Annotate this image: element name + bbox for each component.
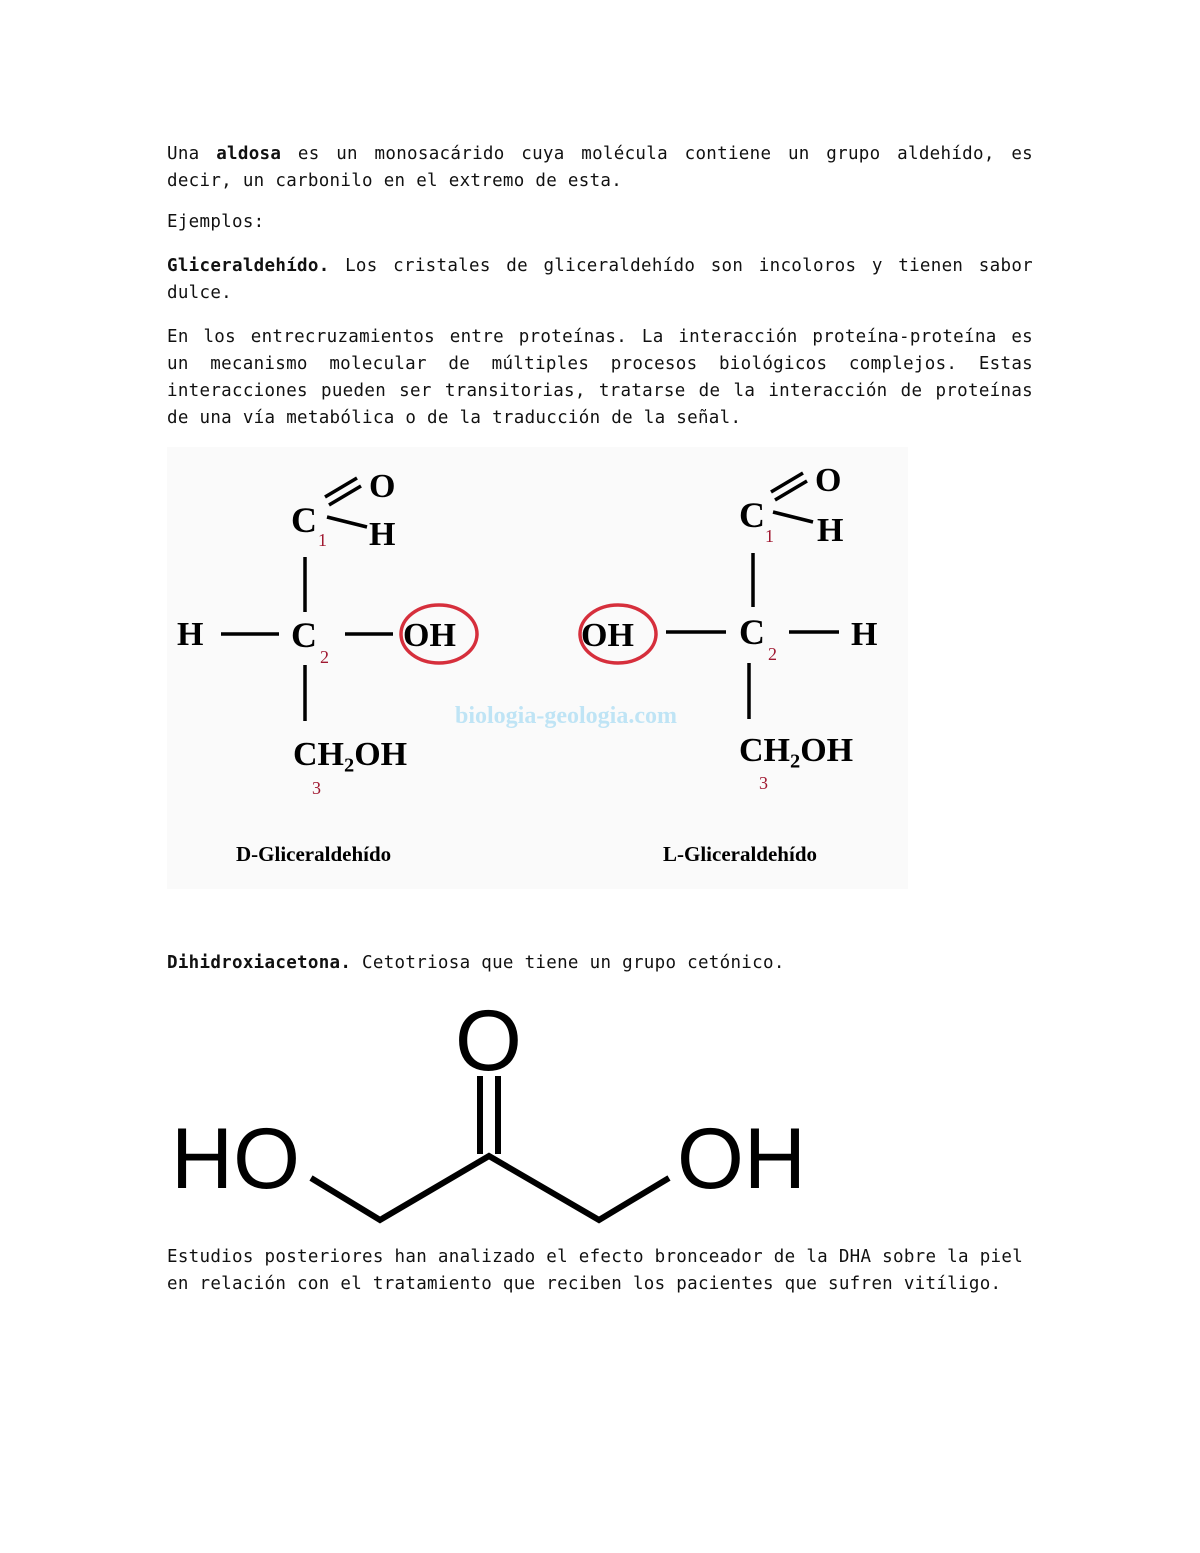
glyceraldehyde-figure [167, 447, 908, 889]
carbon-number-1: 1 [318, 530, 327, 550]
carbon-1-label: C [739, 495, 765, 535]
term-dihidroxiacetona: Dihidroxiacetona. [167, 953, 352, 973]
hydroxyl-right-label: OH [677, 1111, 806, 1207]
paragraph-gliceraldehido [167, 253, 1033, 307]
figure-background [167, 447, 908, 889]
hydroxyl-label: OH [581, 617, 634, 654]
carbon-2-label: C [291, 615, 317, 655]
paragraph-aldosa [167, 141, 1033, 195]
oxygen-label: O [815, 462, 842, 499]
carbon-number-2: 2 [320, 647, 329, 667]
carbonyl-oxygen-label: O [455, 993, 522, 1089]
dihydroxyacetone-figure [167, 990, 827, 1230]
carbon-number-2: 2 [768, 644, 777, 664]
hydrogen-label: H [817, 512, 844, 549]
ch2oh-label: CH₂OH [739, 732, 854, 769]
paragraph-ejemplos: Ejemplos: [167, 212, 265, 232]
hydroxyl-label: OH [403, 617, 456, 654]
term-aldosa: aldosa [216, 144, 282, 164]
hydrogen-label: H [369, 516, 396, 553]
carbon-number-3: 3 [312, 778, 321, 798]
carbon-backbone [311, 1156, 669, 1220]
paragraph-proteinas: En los entrecruzamientos entre proteínas. La interacción proteína-proteína es un mecanismo molecular de múltiples procesos biológicos complejos. Estas interacciones pueden ser transitorias, tratarse de la interacción de proteínas de una vía metabólica o de la traducción de la señal. [167, 327, 1033, 428]
hydrogen-left-label: H [177, 616, 204, 653]
paragraph-dihidroxiacetona [167, 950, 1033, 977]
l-glyceraldehyde-caption: L-Gliceraldehído [663, 842, 817, 866]
carbon-number-3: 3 [759, 773, 768, 793]
term-gliceraldehido: Gliceraldehído. [167, 256, 330, 276]
text-segment: Los cristales de gliceraldehído son incoloros y tienen sabor dulce. [167, 256, 1033, 303]
oxygen-label: O [369, 468, 396, 505]
ch2oh-label: CH₂OH [293, 736, 408, 773]
carbon-2-label: C [739, 612, 765, 652]
paragraph-estudios: Estudios posteriores han analizado el efecto bronceador de la DHA sobre la piel en relación con el tratamiento que reciben los pacientes que sufren vitíligo. [167, 1247, 1024, 1294]
carbon-number-1: 1 [765, 526, 774, 546]
text-segment: Una [167, 144, 217, 164]
carbon-1-label: C [291, 500, 317, 540]
hydroxyl-left-label: HO [171, 1111, 300, 1207]
text-segment: es un monosacárido cuya molécula contiene un grupo aldehído, es decir, un carbonilo en el extremo de esta. [167, 144, 1034, 191]
text-segment: Cetotriosa que tiene un grupo cetónico. [351, 953, 785, 973]
watermark: biologia-geologia.com [455, 703, 677, 729]
hydrogen-right-label: H [851, 616, 878, 653]
d-glyceraldehyde-caption: D-Gliceraldehído [236, 842, 392, 866]
